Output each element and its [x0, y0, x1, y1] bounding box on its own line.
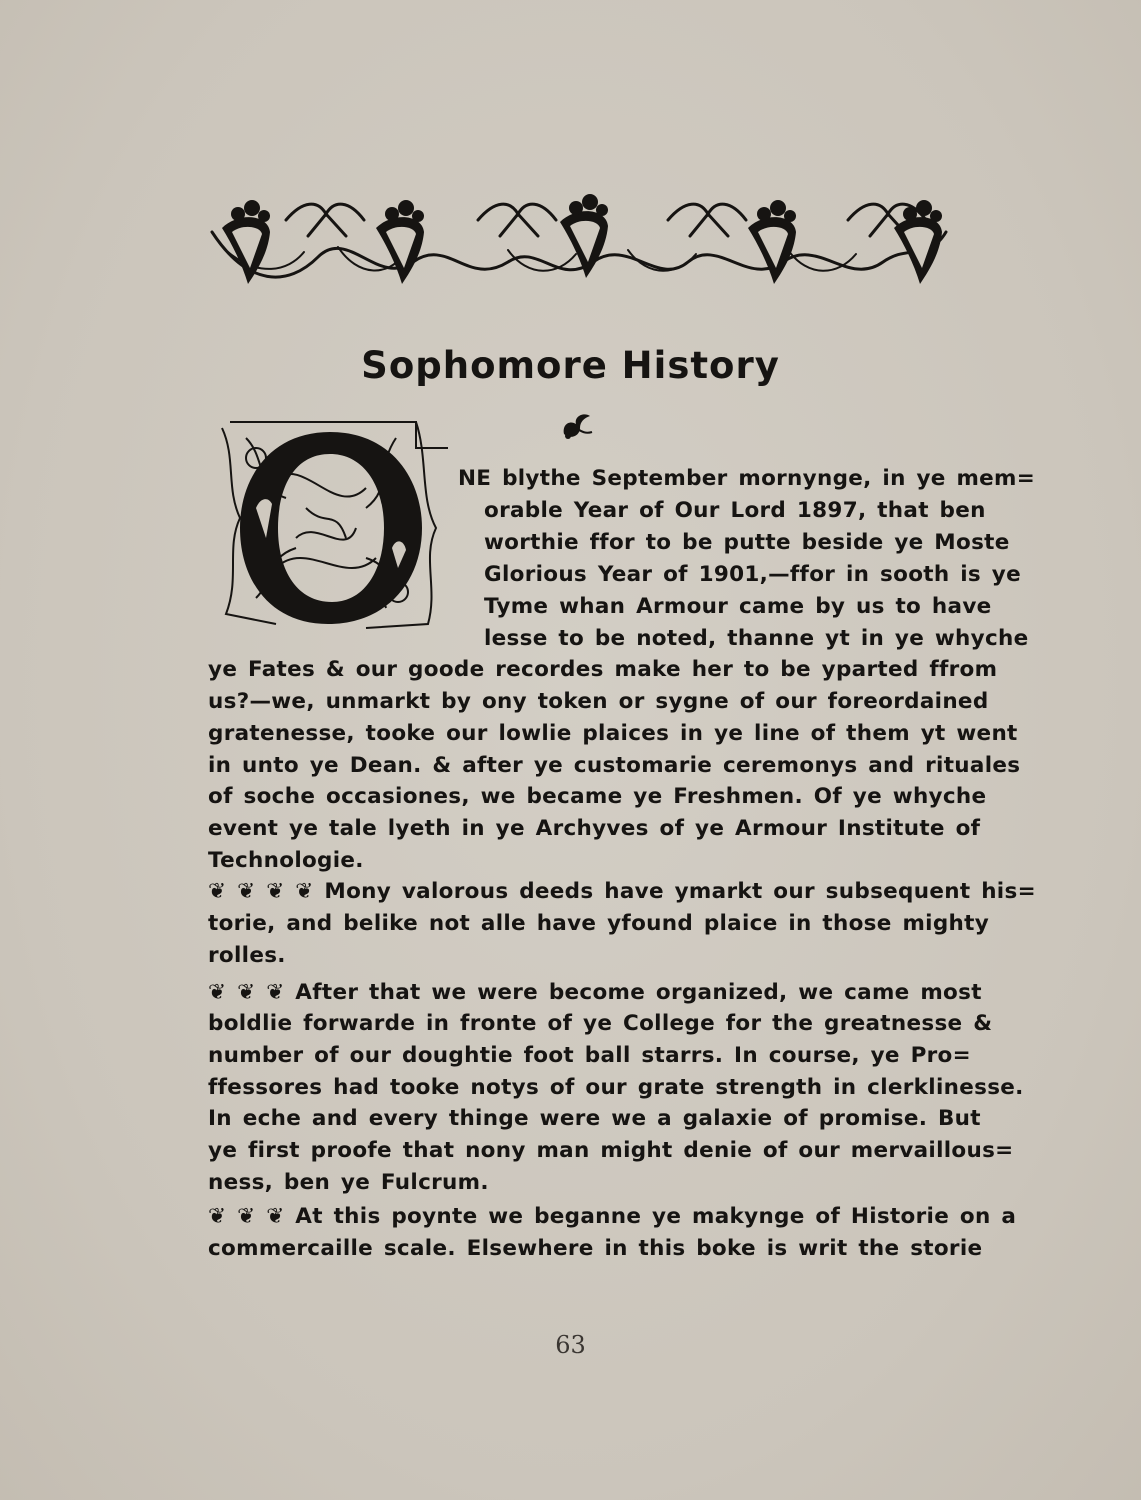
- text-line-17: ❦ ❦ ❦ After that we were become organized, we came most: [208, 980, 982, 1005]
- text-line-3: worthie ffor to be putte beside ye Moste: [484, 530, 1010, 555]
- text-line-16: rolles.: [208, 943, 286, 968]
- text-line-1: NE blythe September mornynge, in ye mem=: [458, 466, 1036, 491]
- text-line-4: Glorious Year of 1901,—ffor in sooth is ye: [484, 562, 1021, 587]
- fleuron-icon: [558, 410, 594, 442]
- page-title: Sophomore History: [361, 344, 780, 387]
- text-line-8: us?—we, unmarkt by ony token or sygne of our foreordained: [208, 689, 989, 714]
- text-line-10: in unto ye Dean. & after ye customarie ceremonys and rituales: [208, 753, 1021, 778]
- text-line-6: lesse to be noted, thanne yt in ye whyche: [484, 626, 1029, 651]
- illuminated-initial-o: [216, 418, 452, 632]
- text-line-25: commercaille scale. Elsewhere in this boke is writ the storie: [208, 1236, 983, 1261]
- text-line-23: ness, ben ye Fulcrum.: [208, 1170, 489, 1195]
- text-line-21: In eche and every thinge were we a galaxie of promise. But: [208, 1106, 981, 1131]
- text-line-24: ❦ ❦ ❦ At this poynte we beganne ye makynge of Historie on a: [208, 1204, 1017, 1229]
- cornucopia-ornament-band: [208, 192, 950, 292]
- text-line-18: boldlie forwarde in fronte of ye College for the greatnesse &: [208, 1011, 993, 1036]
- text-line-2: orable Year of Our Lord 1897, that ben: [484, 498, 986, 523]
- text-line-7: ye Fates & our goode recordes make her to be yparted ffrom: [208, 657, 998, 682]
- text-line-19: number of our doughtie foot ball starrs. In course, ye Pro=: [208, 1043, 971, 1068]
- text-line-22: ye first proofe that nony man might denie of our mervaillous=: [208, 1138, 1014, 1163]
- text-line-15: torie, and belike not alle have yfound plaice in those mighty: [208, 911, 990, 936]
- text-line-13: Technologie.: [208, 848, 364, 873]
- text-line-11: of soche occasiones, we became ye Freshmen. Of ye whyche: [208, 784, 987, 809]
- text-line-5: Tyme whan Armour came by us to have: [484, 594, 992, 619]
- page-number: 63: [555, 1331, 586, 1359]
- text-line-9: gratenesse, tooke our lowlie plaices in ye line of them yt went: [208, 721, 1018, 746]
- text-line-14: ❦ ❦ ❦ ❦ Mony valorous deeds have ymarkt our subsequent his=: [208, 879, 1036, 904]
- text-line-12: event ye tale lyeth in ye Archyves of ye Armour Institute of: [208, 816, 981, 841]
- text-line-20: ffessores had tooke notys of our grate strength in clerklinesse.: [208, 1075, 1024, 1100]
